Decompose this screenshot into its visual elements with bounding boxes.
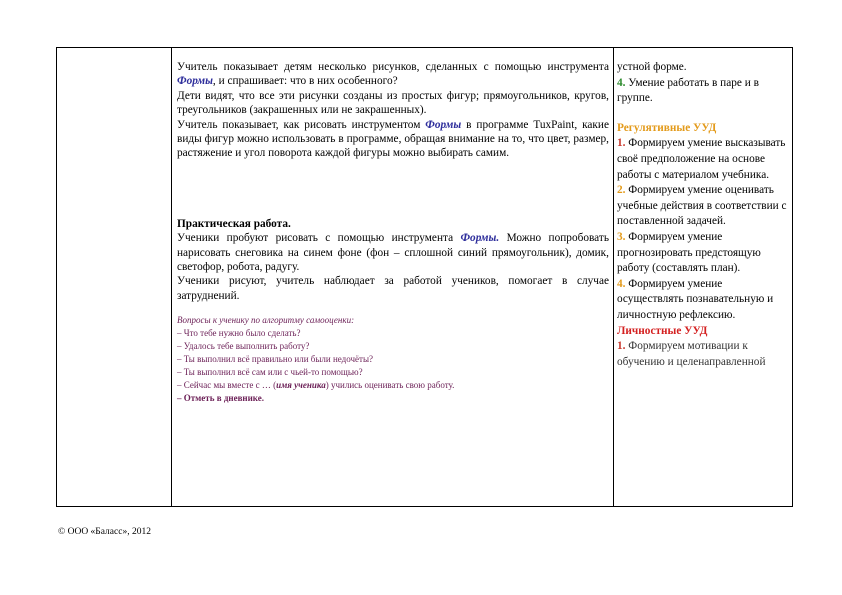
personal-heading: Личностные УУД <box>617 324 708 337</box>
list-item: 3. Формируем умение прогнозировать предстоящую работу (составлять план). <box>617 230 761 275</box>
question-item: – Удалось тебе выполнить работу? <box>177 341 310 352</box>
spacer <box>617 107 790 121</box>
table-row <box>57 48 793 507</box>
lesson-table <box>56 47 793 507</box>
uud-cell <box>614 48 793 507</box>
question-item: – Ты выполнил всё правильно или были недочёты? <box>177 354 374 365</box>
practical-heading: Практическая работа. <box>177 217 291 230</box>
paragraph: Учитель показывает, как рисовать инструментом Формы в программе TuxPaint, какие виды фигур можно использовать в программе, обращая внимание на то, что цвет, размер, растяжение и угол поворота каждой фигуры можно выбирать самим. <box>177 118 609 160</box>
paragraph: Дети видят, что все эти рисунки созданы из простых фигур; прямоугольников, кругов, треугольников (закрашенных или не закрашенных). <box>177 89 609 117</box>
teacher-activity-cell <box>172 48 614 507</box>
paragraph: устной форме. <box>617 61 687 73</box>
question-item: – Что тебе нужно было сделать? <box>177 328 301 339</box>
spacer <box>177 161 609 217</box>
paragraph: Ученики рисуют, учитель наблюдает за работой учеников, помогает в случае затруднений. <box>177 275 609 302</box>
spacer <box>177 303 609 314</box>
paragraph: 4. Умение работать в паре и в группе. <box>617 76 759 105</box>
question-item: – Ты выполнил всё сам или с чьей-то помощью? <box>177 367 363 378</box>
tool-name: Формы. <box>460 232 500 245</box>
copyright-footer: © ООО «Баласс», 2012 <box>58 527 151 537</box>
list-item: 4. Формируем умение осуществлять познавательную и личностную рефлексию. <box>617 277 774 321</box>
empty-cell <box>57 48 172 507</box>
list-item: 2. Формируем умение оценивать учебные действия в соответствии с поставленной задачей. <box>617 184 787 228</box>
question-item: – Сейчас мы вместе с … (имя ученика) учились оценивать свою работу. <box>177 380 455 391</box>
paragraph: Ученики пробуют рисовать с помощью инструмента Формы. Можно попробовать нарисовать снеговика на синем фоне (фон – сплошной синий прямоугольник), домик, светофор, робота, радугу. <box>177 232 609 274</box>
list-item: 1. Формируем мотивации к обучению и целенаправленной <box>617 340 766 368</box>
tool-name: Формы <box>425 118 462 131</box>
regulative-heading: Регулятивные УУД <box>617 121 717 134</box>
question-item: – Отметь в дневнике. <box>177 393 265 404</box>
list-item: 1. Формируем умение высказывать своё предположение на основе работы с материалом учебника. <box>617 137 786 181</box>
questions-title: Вопросы к ученику по алгоритму самооценки: <box>177 315 355 326</box>
paragraph: Учитель показывает детям несколько рисунков, сделанных с помощью инструмента Формы, и спрашивает: что в них особенного? <box>177 61 609 88</box>
tool-name: Формы <box>177 75 213 88</box>
